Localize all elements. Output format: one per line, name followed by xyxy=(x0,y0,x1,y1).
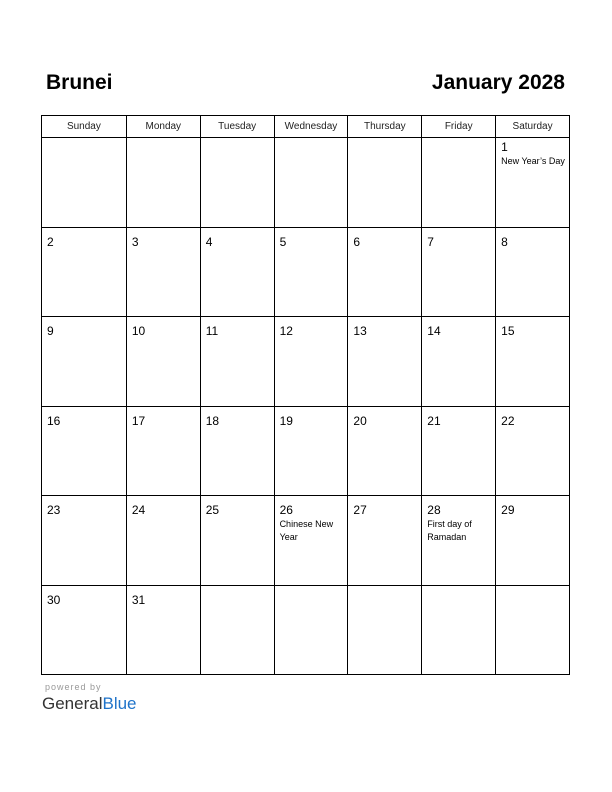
calendar-grid xyxy=(41,115,570,675)
day-number: 25 xyxy=(205,503,220,517)
day-number: 21 xyxy=(427,413,441,428)
day-cell xyxy=(275,407,349,497)
day-cell xyxy=(275,496,349,586)
day-number: 16 xyxy=(47,413,61,428)
brand-general: General xyxy=(42,694,103,713)
day-number: 20 xyxy=(353,413,367,428)
brand-blue: Blue xyxy=(102,694,137,713)
week-row xyxy=(42,228,570,318)
day-cell xyxy=(127,138,201,228)
day-number: 2 xyxy=(47,234,54,249)
day-number: 5 xyxy=(279,234,287,249)
day-number: 26 xyxy=(279,503,293,517)
day-number: 27 xyxy=(353,503,367,517)
day-number: 3 xyxy=(131,234,139,249)
weekday-header-row xyxy=(42,116,570,138)
day-number: 9 xyxy=(47,324,54,338)
day-cell xyxy=(127,407,201,497)
day-cell xyxy=(201,138,275,228)
day-cell xyxy=(275,317,349,407)
day-number: 18 xyxy=(205,413,220,428)
day-cell xyxy=(42,496,127,586)
day-cell xyxy=(42,586,127,676)
day-number: 24 xyxy=(131,503,146,517)
holiday-label: First day of Ramadan xyxy=(427,519,472,542)
day-cell xyxy=(496,407,570,497)
weekday-sunday: Sunday xyxy=(42,116,127,138)
day-cell xyxy=(496,317,570,407)
day-number: 22 xyxy=(501,413,515,428)
day-number: 30 xyxy=(47,592,61,607)
day-number: 23 xyxy=(47,503,61,517)
day-cell xyxy=(201,228,275,318)
day-cell xyxy=(348,586,422,676)
day-cell xyxy=(42,317,127,407)
weekday-friday: Friday xyxy=(422,116,496,138)
weekday-saturday: Saturday xyxy=(496,116,570,138)
day-number: 8 xyxy=(501,234,508,249)
day-cell xyxy=(201,496,275,586)
powered-by-text: powered by xyxy=(45,682,102,692)
month-title: January 2028 xyxy=(431,71,565,94)
day-number: 31 xyxy=(131,592,146,607)
day-cell xyxy=(348,138,422,228)
day-cell xyxy=(275,586,349,676)
weekday-tuesday: Tuesday xyxy=(201,116,275,138)
day-cell xyxy=(127,496,201,586)
day-cell xyxy=(348,228,422,318)
day-number: 19 xyxy=(279,413,293,428)
day-number: 11 xyxy=(205,324,219,338)
day-cell xyxy=(127,228,201,318)
day-cell xyxy=(496,586,570,676)
day-cell xyxy=(201,586,275,676)
day-cell xyxy=(275,138,349,228)
day-number: 4 xyxy=(205,234,213,249)
week-row xyxy=(42,317,570,407)
day-number: 7 xyxy=(427,234,434,249)
day-cell xyxy=(127,317,201,407)
day-number: 29 xyxy=(501,503,515,517)
day-number: 10 xyxy=(131,324,146,338)
day-number: 1 xyxy=(501,140,508,154)
day-cell xyxy=(496,496,570,586)
generalblue-logo[interactable] xyxy=(42,693,137,715)
holiday-label: Chinese New Year xyxy=(279,519,334,542)
day-cell xyxy=(42,228,127,318)
weekday-monday: Monday xyxy=(127,116,201,138)
day-cell xyxy=(422,228,496,318)
day-number: 12 xyxy=(279,324,293,338)
country-title: Brunei xyxy=(46,71,113,94)
week-row xyxy=(42,407,570,497)
day-cell xyxy=(422,407,496,497)
day-cell xyxy=(422,138,496,228)
day-cell xyxy=(275,228,349,318)
day-number: 13 xyxy=(353,324,367,338)
day-cell xyxy=(422,496,496,586)
day-cell xyxy=(422,586,496,676)
holiday-label: New Year’s Day xyxy=(501,156,565,166)
day-cell xyxy=(42,138,127,228)
day-number: 6 xyxy=(353,234,361,249)
day-cell xyxy=(127,586,201,676)
day-cell xyxy=(201,407,275,497)
day-cell xyxy=(201,317,275,407)
day-number: 28 xyxy=(427,503,441,517)
weekday-wednesday: Wednesday xyxy=(275,116,349,138)
day-number: 15 xyxy=(501,324,515,338)
week-row xyxy=(42,496,570,586)
week-row xyxy=(42,586,570,676)
day-cell xyxy=(348,496,422,586)
day-cell xyxy=(348,407,422,497)
day-cell xyxy=(422,317,496,407)
day-cell xyxy=(496,138,570,228)
calendar-weeks xyxy=(42,138,570,675)
day-number: 17 xyxy=(131,413,146,428)
day-number: 14 xyxy=(427,324,441,338)
day-cell xyxy=(348,317,422,407)
weekday-thursday: Thursday xyxy=(348,116,422,138)
day-cell xyxy=(42,407,127,497)
week-row xyxy=(42,138,570,228)
day-cell xyxy=(496,228,570,318)
